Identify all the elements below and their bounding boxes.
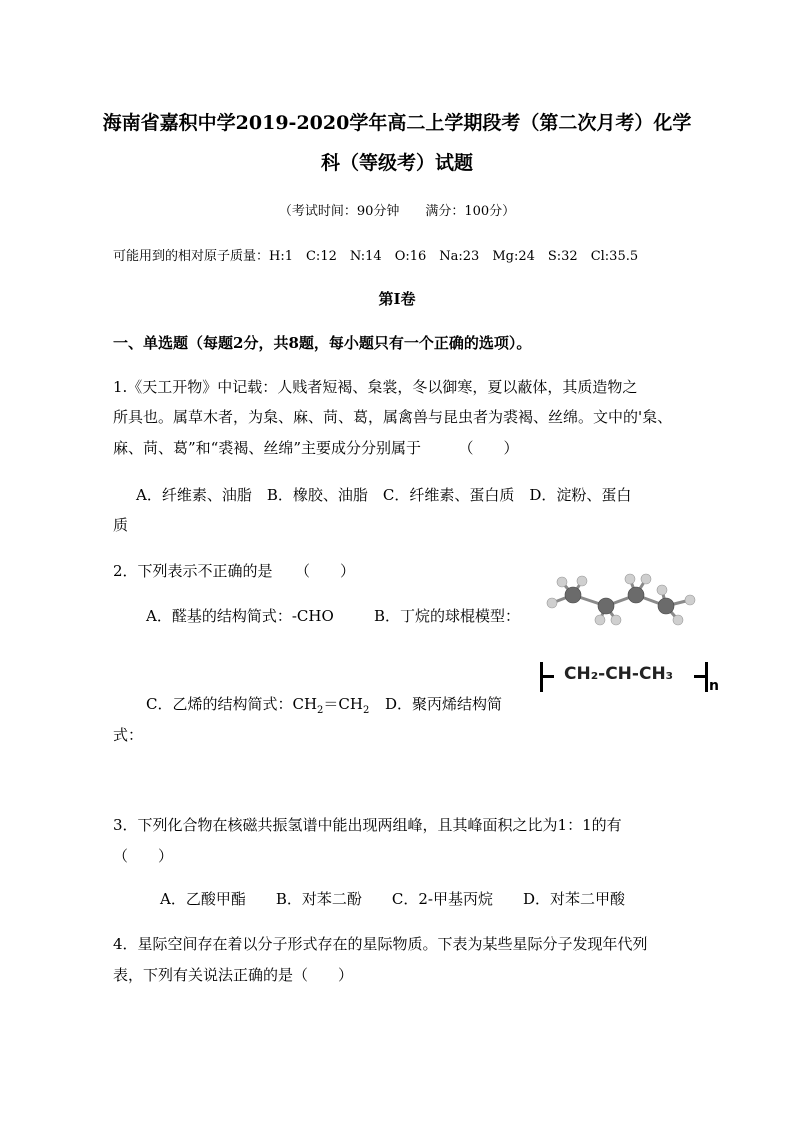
- exam-info: （考试时间：90分钟 满分：100分）: [278, 204, 516, 219]
- q2-option-b: B．丁烷的球棍模型：: [374, 607, 521, 625]
- subscript-2: 2: [317, 705, 324, 716]
- q1-line3: 麻、苘、葛”和“裘褐、丝绵”主要成分分别属于 （ ）: [113, 439, 519, 457]
- atomic-mass-line: 可能用到的相对原子质量：H:1 C:12 N:14 O:16 Na:23 Mg:24 S:32 Cl:35.5: [113, 249, 639, 264]
- q1-line2: 所具也。属草木者，为枲、麻、苘、葛，属禽兽与昆虫者为裘褐、丝绵。文中的'枲、: [113, 408, 673, 426]
- document-title-line2: 科（等级考）试题: [320, 152, 473, 174]
- polymer-formula: CH₂-CH-CH₃: [564, 664, 674, 684]
- q3-options: A．乙酸甲酯 B．对苯二酚 C．2-甲基丙烷 D．对苯二甲酸: [160, 890, 625, 908]
- q2-option-d: D．聚丙烯结构简: [385, 695, 503, 713]
- q2-option-c-prefix: C．乙烯的结构简式：CH: [146, 695, 318, 713]
- q2-stem: 2．下列表示不正确的是 （ ）: [113, 562, 356, 580]
- q4-line2: 表，下列有关说法正确的是（ ）: [113, 966, 354, 984]
- q2-option-d-cont: 式：: [113, 726, 144, 744]
- polypropylene-structure: [536, 660, 726, 700]
- part-title: 一、单选题（每题2分，共8题，每小题只有一个正确的选项）。: [113, 334, 532, 352]
- q2-option-a: A．醛基的结构简式：-CHO: [146, 607, 334, 625]
- q2-option-c: [146, 693, 369, 716]
- volume-title: 第Ⅰ卷: [378, 290, 416, 308]
- polymer-left-bond: [540, 675, 554, 678]
- q4-line1: 4．星际空间存在着以分子形式存在的星际物质。下表为某些星际分子发现年代列: [113, 935, 648, 953]
- q1-options-line1: A．纤维素、油脂 B．橡胶、油脂 C．纤维素、蛋白质 D．淀粉、蛋白: [136, 486, 632, 504]
- q1-line1: 1.《天工开物》中记载：人贱者短褐、枲裳，冬以御寒，夏以蔽体，其质造物之: [113, 378, 638, 396]
- subscript-2: 2: [362, 705, 370, 716]
- q2-option-c-mid: ＝CH: [323, 695, 363, 713]
- polymer-right-bracket: [705, 662, 708, 692]
- q1-options-line2: 质: [113, 516, 129, 534]
- polymer-subscript-n: n: [709, 678, 719, 694]
- q3-line2: （ ）: [113, 847, 174, 865]
- butane-ball-stick-model: [538, 570, 708, 630]
- document-title-line1: 海南省嘉积中学2019-2020学年高二上学期段考（第二次月考）化学: [102, 112, 692, 134]
- q3-line1: 3．下列化合物在核磁共振氢谱中能出现两组峰，且其峰面积之比为1：1的有: [113, 816, 622, 834]
